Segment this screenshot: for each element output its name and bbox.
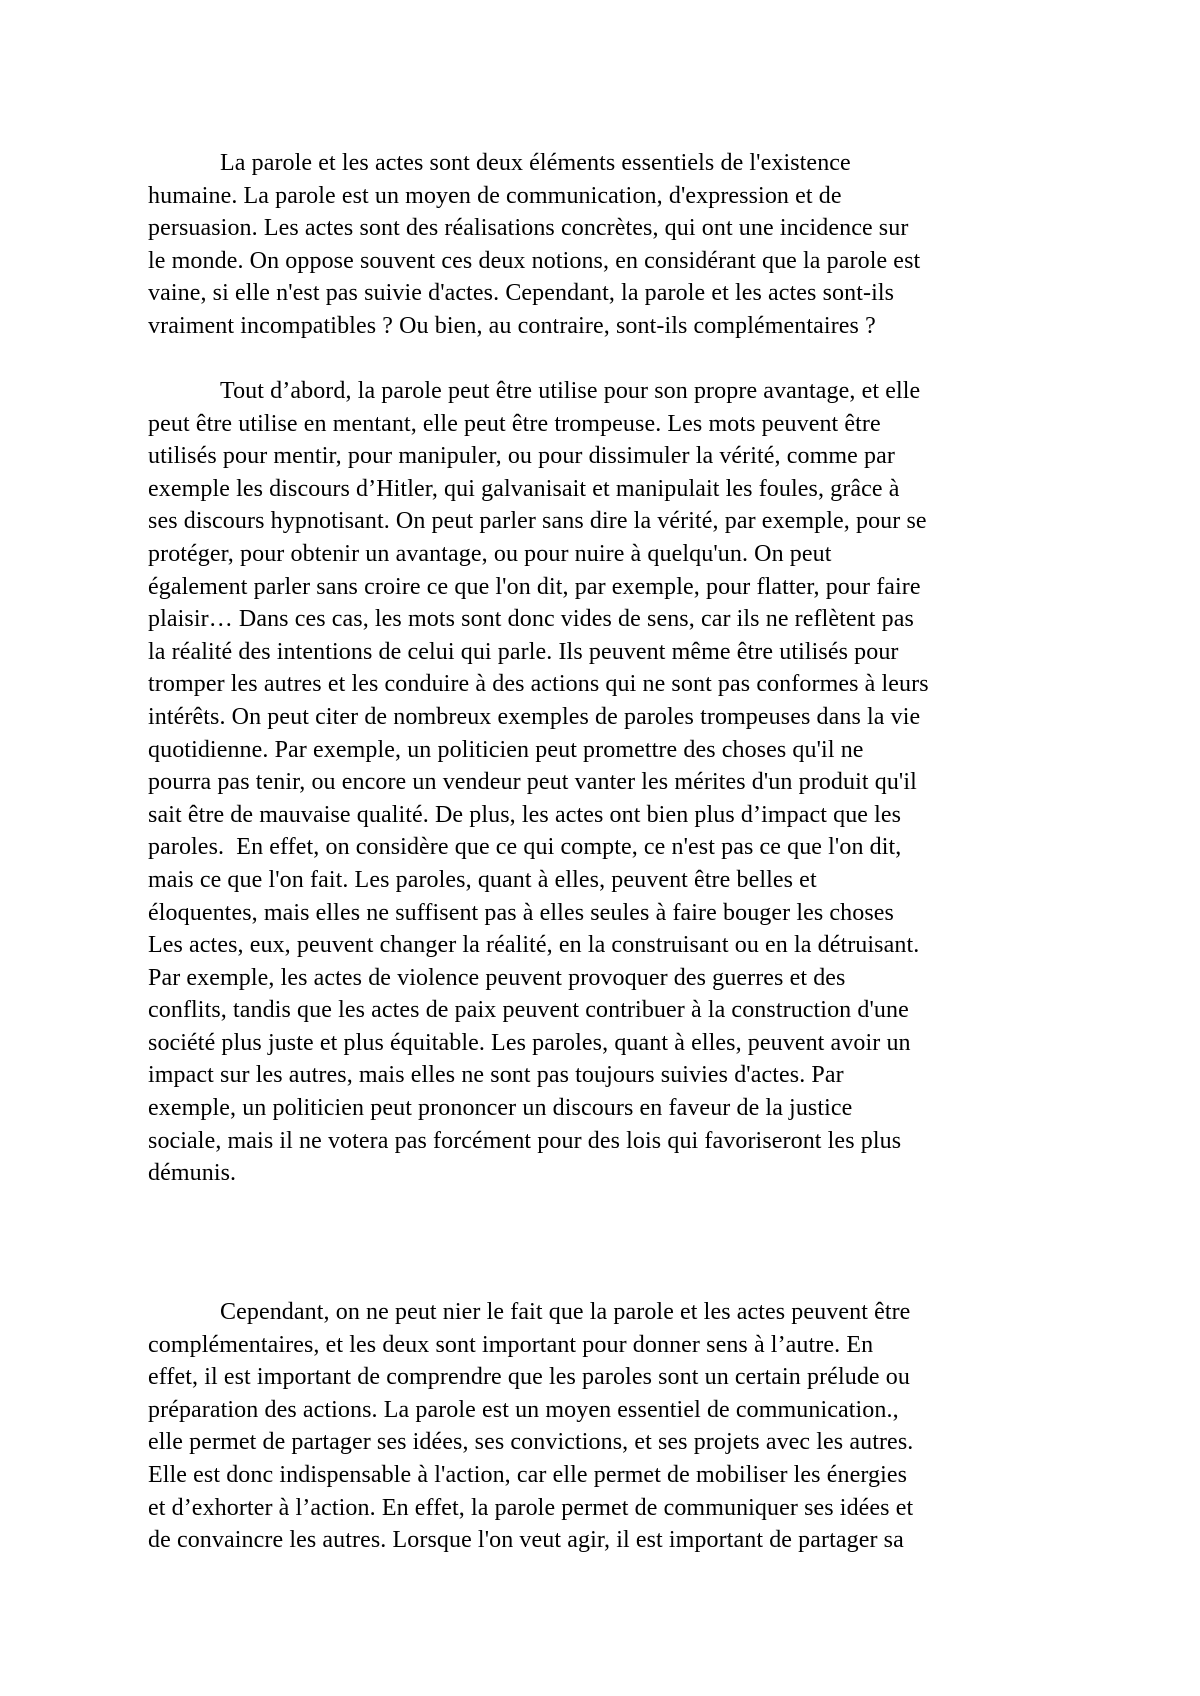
- paragraph-second-argument: [148, 1296, 1068, 1557]
- text-line: démunis.: [148, 1160, 237, 1187]
- text-line: La parole et les actes sont deux éléments essentiels de l'existence: [220, 150, 851, 176]
- text-line: tromper les autres et les conduire à des actions qui ne sont pas conformes à leurs: [148, 671, 929, 698]
- text-line: ses discours hypnotisant. On peut parler sans dire la vérité, par exemple, pour se: [148, 508, 927, 535]
- text-line: mais ce que l'on fait. Les paroles, quant à elles, peuvent être belles et: [148, 866, 817, 893]
- text-line: utilisés pour mentir, pour manipuler, ou pour dissimuler la vérité, comme par: [148, 443, 895, 470]
- text-line: complémentaires, et les deux sont important pour donner sens à l’autre. En: [148, 1331, 874, 1358]
- text-line: et d’exhorter à l’action. En effet, la parole permet de communiquer ses idées et: [148, 1494, 914, 1521]
- text-line: persuasion. Les actes sont des réalisations concrètes, qui ont une incidence sur: [148, 215, 909, 242]
- text-line: éloquentes, mais elles ne suffisent pas à elles seules à faire bouger les choses: [148, 899, 894, 926]
- text-line: impact sur les autres, mais elles ne sont pas toujours suivies d'actes. Par: [148, 1062, 844, 1089]
- text-line: quotidienne. Par exemple, un politicien peut promettre des choses qu'il ne: [148, 736, 864, 763]
- text-line: exemple, un politicien peut prononcer un discours en faveur de la justice: [148, 1095, 853, 1122]
- text-line: Elle est donc indispensable à l'action, car elle permet de mobiliser les énergies: [148, 1461, 908, 1488]
- text-line: exemple les discours d’Hitler, qui galvanisait et manipulait les foules, grâce à: [148, 475, 900, 502]
- text-line: vaine, si elle n'est pas suivie d'actes. Cependant, la parole et les actes sont-ils: [148, 280, 895, 307]
- text-line: sait être de mauvaise qualité. De plus, les actes ont bien plus d’impact que les: [148, 801, 902, 828]
- text-line: la réalité des intentions de celui qui parle. Ils peuvent même être utilisés pour: [148, 638, 899, 665]
- text-line: effet, il est important de comprendre que les paroles sont un certain prélude ou: [148, 1364, 910, 1391]
- text-line: intérêts. On peut citer de nombreux exemples de paroles trompeuses dans la vie: [148, 703, 921, 730]
- text-line: Tout d’abord, la parole peut être utilise pour son propre avantage, et elle: [220, 378, 921, 404]
- text-line: peut être utilise en mentant, elle peut être trompeuse. Les mots peuvent être: [148, 410, 881, 437]
- text-line: sociale, mais il ne votera pas forcément pour des lois qui favoriseront les plus: [148, 1127, 902, 1154]
- text-line: conflits, tandis que les actes de paix peuvent contribuer à la construction d'une: [148, 997, 909, 1024]
- text-line: de convaincre les autres. Lorsque l'on veut agir, il est important de partager sa: [148, 1527, 904, 1554]
- text-line: Les actes, eux, peuvent changer la réalité, en la construisant ou en la détruisant.: [148, 932, 920, 959]
- text-line: Cependant, on ne peut nier le fait que la parole et les actes peuvent être: [220, 1299, 911, 1325]
- text-line: protéger, pour obtenir un avantage, ou pour nuire à quelqu'un. On peut: [148, 540, 832, 567]
- text-line: plaisir… Dans ces cas, les mots sont donc vides de sens, car ils ne reflètent pas: [148, 606, 914, 633]
- text-line: le monde. On oppose souvent ces deux notions, en considérant que la parole est: [148, 247, 921, 274]
- text-line: préparation des actions. La parole est un moyen essentiel de communication.,: [148, 1396, 899, 1423]
- text-line: elle permet de partager ses idées, ses convictions, et ses projets avec les autres.: [148, 1429, 914, 1456]
- text-line: société plus juste et plus équitable. Les paroles, quant à elles, peuvent avoir un: [148, 1029, 911, 1056]
- text-line: Par exemple, les actes de violence peuvent provoquer des guerres et des: [148, 964, 846, 991]
- text-line: vraiment incompatibles ? Ou bien, au contraire, sont-ils complémentaires ?: [148, 312, 876, 339]
- text-line: humaine. La parole est un moyen de communication, d'expression et de: [148, 182, 842, 209]
- paragraph-introduction: [148, 147, 1068, 343]
- text-line: pourra pas tenir, ou encore un vendeur peut vanter les mérites d'un produit qu'il: [148, 769, 917, 796]
- paragraph-first-argument: [148, 375, 1068, 1190]
- text-line: également parler sans croire ce que l'on dit, par exemple, pour flatter, pour faire: [148, 573, 921, 600]
- text-line: paroles. En effet, on considère que ce qui compte, ce n'est pas ce que l'on dit,: [148, 834, 902, 861]
